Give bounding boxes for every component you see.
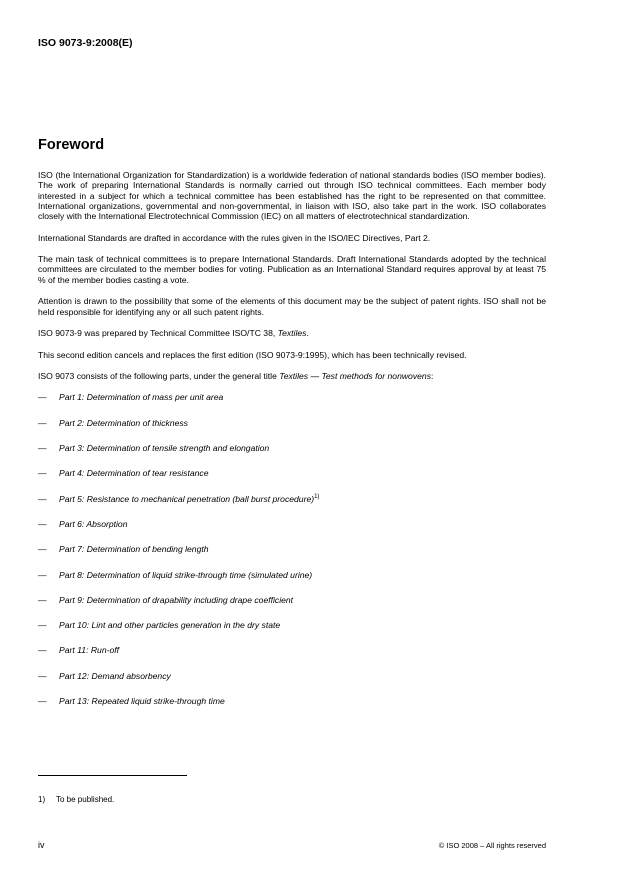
foreword-body	[38, 170, 546, 721]
part-title: Part 1: Determination of mass per unit area	[59, 392, 224, 403]
general-title: Textiles — Test methods for nonwovens	[279, 370, 431, 381]
page-number: iv	[38, 840, 45, 850]
part-title: Part 2: Determination of thickness	[59, 417, 188, 428]
paragraph-directives: International Standards are drafted in accordance with the rules given in the ISO/IEC Directives, Part 2.	[38, 232, 431, 243]
part-title: Part 6: Absorption	[59, 518, 128, 529]
dash-bullet: —	[38, 620, 47, 631]
part-title: Part 3: Determination of tensile strength and elongation	[59, 443, 270, 454]
dash-bullet: —	[38, 696, 47, 707]
part-title: Part 12: Demand absorbency	[59, 670, 171, 681]
dash-bullet: —	[38, 468, 47, 479]
dash-bullet: —	[38, 594, 47, 605]
part-title: Part 5: Resistance to mechanical penetration (ball burst procedure)	[59, 493, 315, 504]
parts-list	[38, 392, 546, 721]
parts-intro-end: :	[431, 370, 434, 381]
dash-bullet: —	[38, 544, 47, 555]
part-title: Part 8: Determination of liquid strike-through time (simulated urine)	[59, 569, 313, 580]
footnote-divider	[38, 775, 187, 776]
part-title: Part 13: Repeated liquid strike-through time	[59, 696, 225, 707]
dash-bullet: —	[38, 417, 47, 428]
list-item	[38, 468, 546, 493]
paragraph-iso-intro: ISO (the International Organization for Standardization) is a worldwide federation of national standards bodies (ISO member bodies). The work of preparing International Standards is normally carried out through ISO technical committees. Each member body interested in a subject for which a technical committee has been established has the right to be represented on that committee. International organizations, governmental and non-governmental, in liaison with ISO, also take part in the work. ISO collaborates closely with the International Electrotechnical Commission (IEC) on all matters of electrotechnical standardization.	[38, 170, 546, 222]
paragraph-edition: This second edition cancels and replaces the first edition (ISO 9073-9:1995), which has been technically revised.	[38, 349, 467, 360]
part-title: Part 9: Determination of drapability including drape coefficient	[59, 594, 294, 605]
list-item	[38, 544, 546, 569]
footnote-number: 1)	[38, 795, 46, 804]
part-title: Part 7: Determination of bending length	[59, 544, 209, 555]
document-id-header: ISO 9073-9:2008(E)	[38, 37, 133, 49]
dash-bullet: —	[38, 645, 47, 656]
footnote-reference: 1)	[314, 493, 320, 500]
list-item	[38, 443, 546, 468]
dash-bullet: —	[38, 493, 47, 504]
footnote	[38, 795, 114, 804]
parts-intro-text: ISO 9073 consists of the following parts, under the general title	[38, 370, 280, 381]
dash-bullet: —	[38, 518, 47, 529]
footnote-text: To be published.	[56, 795, 115, 804]
prepared-by-end: .	[306, 328, 309, 339]
copyright-notice: © ISO 2008 – All rights reserved	[438, 841, 546, 850]
page-title: Foreword	[38, 137, 105, 153]
committee-subject: Textiles	[277, 328, 307, 339]
list-item	[38, 392, 546, 417]
list-item	[38, 671, 546, 696]
prepared-by-text: ISO 9073-9 was prepared by Technical Committee ISO/TC 38,	[38, 328, 278, 339]
paragraph-patent-rights: Attention is drawn to the possibility that some of the elements of this document may be the subject of patent rights. ISO shall not be held responsible for identifying any or all such patent rights.	[38, 296, 546, 317]
dash-bullet: —	[38, 569, 47, 580]
paragraph-prepared-by	[38, 328, 546, 338]
part-title: Part 11: Run-off	[59, 645, 120, 656]
part-title: Part 10: Lint and other particles generation in the dry state	[59, 620, 281, 631]
part-title: Part 4: Determination of tear resistance	[59, 468, 209, 479]
list-item	[38, 696, 546, 721]
list-item	[38, 570, 546, 595]
paragraph-parts-intro	[38, 371, 546, 381]
list-item	[38, 620, 546, 645]
dash-bullet: —	[38, 443, 47, 454]
paragraph-main-task: The main task of technical committees is to prepare International Standards. Draft International Standards adopted by the technical committees are circulated to the member bodies for voting. Publication as an International Standard requires approval by at least 75 % of the member bodies casting a vote.	[38, 254, 546, 285]
list-item	[38, 645, 546, 670]
dash-bullet: —	[38, 392, 47, 403]
list-item	[38, 595, 546, 620]
list-item	[38, 418, 546, 443]
list-item	[38, 519, 546, 544]
dash-bullet: —	[38, 670, 47, 681]
list-item	[38, 494, 546, 519]
